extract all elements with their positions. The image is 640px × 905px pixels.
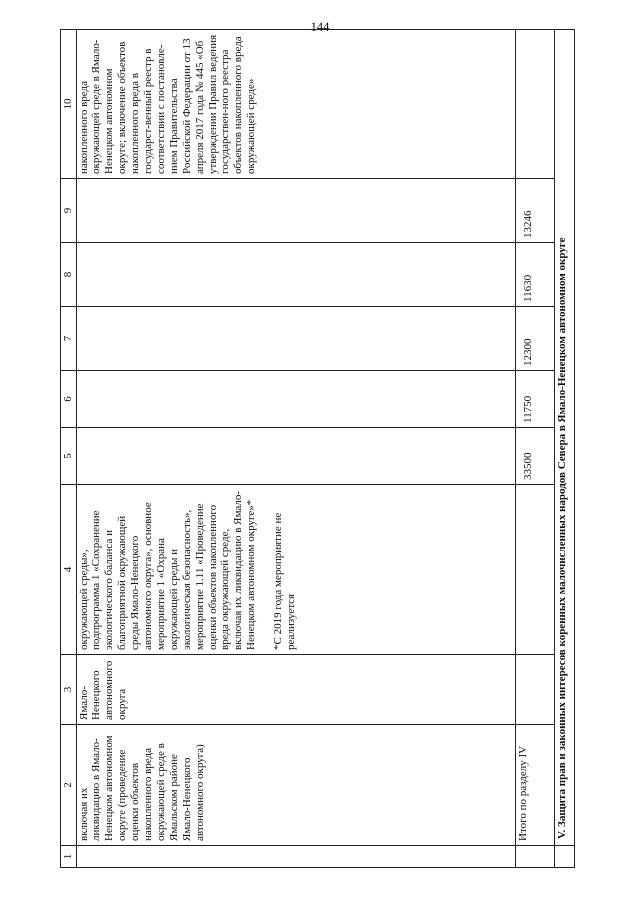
- total-row: [516, 30, 555, 868]
- cell-activity-name: включая их ликвидацию в Ямало-Ненецком автономном округе (проведение оценки объектов накопленного вреда окружающей среде в Ямальском районе Ямало-Ненецкого автономного округа): [76, 725, 516, 846]
- cell-col-7: [76, 307, 516, 371]
- total-label: Итого по разделу IV: [516, 725, 555, 846]
- col-number-10: 10: [61, 30, 77, 179]
- total-value-col-8: 11630: [516, 243, 555, 307]
- cell-col-9: [76, 179, 516, 243]
- cell-col-5: [76, 428, 516, 485]
- section-heading-row: [555, 30, 575, 868]
- col-number-2: 2: [61, 725, 77, 846]
- table-container: [60, 30, 575, 868]
- total-value-col-6: 11750: [516, 371, 555, 428]
- col-number-3: 3: [61, 655, 77, 725]
- cell-index: [76, 846, 516, 868]
- total-cell-col-4: [516, 485, 555, 655]
- col-number-4: 4: [61, 485, 77, 655]
- total-value-col-9: 13246: [516, 179, 555, 243]
- program-reference-text: окружающей среды», подпрограмма 1 «Сохранение экологического баланса и благоприятной окружающей среды Ямало-Ненецкого автономного округа», основное мероприятие 1 «Охрана окружающей среды и экологическая безопасность», мероприятие 1.11 «Проведение оценки объектов накопленного вреда окружающей среде, включая их ликвидацию в Ямало-Ненецком автономном округе»*: [77, 490, 258, 650]
- total-cell-empty: [516, 846, 555, 868]
- column-numbers-row: [61, 30, 77, 868]
- cell-col-6: [76, 371, 516, 428]
- cell-program-reference: [76, 485, 516, 655]
- table-row: [76, 30, 516, 868]
- program-table: [60, 29, 575, 868]
- page-number: 144: [310, 20, 330, 34]
- col-number-7: 7: [61, 307, 77, 371]
- program-reference-note: *С 2019 года мероприятие не реализуется: [272, 512, 298, 650]
- col-number-9: 9: [61, 179, 77, 243]
- total-value-col-7: 12300: [516, 307, 555, 371]
- cell-responsible: Ямало-Ненецкого автономного округа: [76, 655, 516, 725]
- col-number-1: 1: [61, 846, 77, 868]
- cell-expected-result: накопленного вреда окружающей среде в Ямало-Ненецком автономном округе; включение объектов накопленного вреда в государст-венный реестр в соответствии с постановле-нием Правительства Российской Федерации от 13 апреля 2017 года № 445 «Об утверждении Правил ведения государствен-ного реестра объектов накопленного вреда окружающей среде»: [76, 30, 516, 179]
- col-number-6: 6: [61, 371, 77, 428]
- col-number-5: 5: [61, 428, 77, 485]
- total-value-col-5: 33500: [516, 428, 555, 485]
- total-cell-col-10: [516, 30, 555, 179]
- section-title: V. Защита прав и законных интересов коренных малочисленных народов Севера в Ямало-Ненецком автономном округе: [555, 30, 575, 846]
- cell-col-8: [76, 243, 516, 307]
- section-spacer: [555, 846, 575, 868]
- total-cell-col-3: [516, 655, 555, 725]
- col-number-8: 8: [61, 243, 77, 307]
